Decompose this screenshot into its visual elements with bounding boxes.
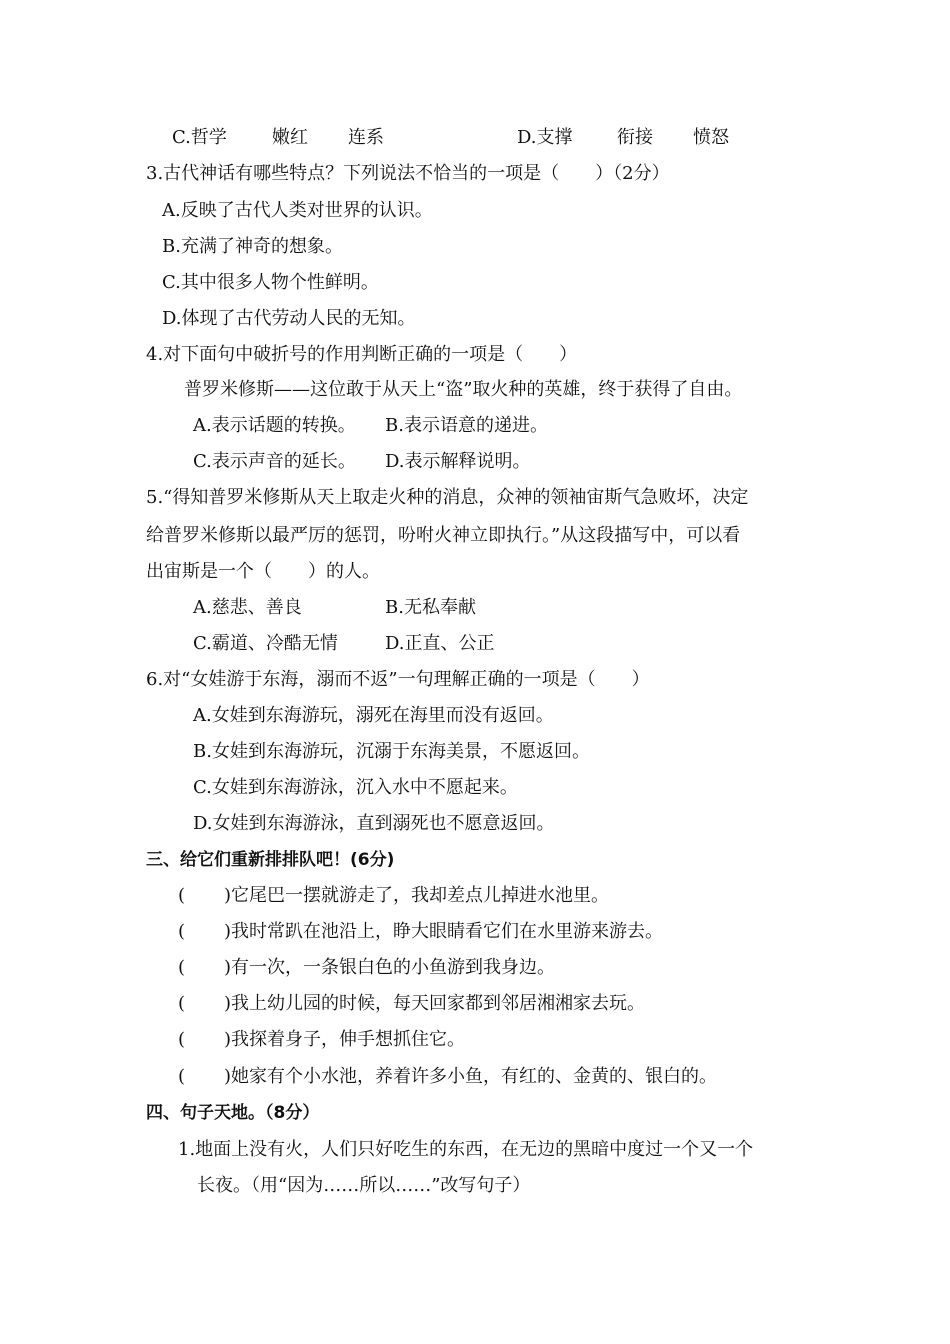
q5-line-1: 5.“得知普罗米修斯从天上取走火种的消息，众神的领袖宙斯气急败坏，决定	[146, 487, 749, 508]
blank-close-paren: )	[224, 885, 232, 906]
reorder-item	[178, 884, 609, 908]
reorder-item-text: 我时常趴在池沿上，睁大眼睛看它们在水里游来游去。	[231, 921, 664, 942]
blank-open-paren: (	[178, 957, 186, 978]
section3-title: 三、给它们重新排排队吧！(6分)	[146, 850, 395, 870]
q3-option-c: C.其中很多人物个性鲜明。	[162, 272, 379, 293]
q5-option-c: C.霸道、冷酷无情	[193, 633, 338, 654]
q5-option-b: B.无私奉献	[385, 597, 476, 618]
blank-open-paren: (	[178, 1029, 186, 1050]
q4-quote: 普罗米修斯——这位敢于从天上“盗”取火种的英雄，终于获得了自由。	[184, 379, 743, 400]
q2-c-word-2: 嫩红	[272, 127, 308, 148]
section4-q1-line-2: 长夜。（用“因为……所以……”改写句子）	[197, 1175, 531, 1196]
q3-option-a: A.反映了古代人类对世界的认识。	[162, 200, 433, 221]
reorder-item	[178, 920, 663, 944]
q5-option-a: A.慈悲、善良	[193, 597, 302, 618]
section4-title: 四、句子天地。（8分）	[146, 1103, 320, 1123]
reorder-item	[178, 1065, 717, 1089]
q2-c-word-3: 连系	[348, 127, 384, 148]
q5-line-3: 出宙斯是一个（ ）的人。	[146, 561, 380, 582]
q6-option-b: B.女娃到东海游玩，沉溺于东海美景，不愿返回。	[193, 741, 590, 762]
blank-close-paren: )	[224, 993, 232, 1014]
q3-stem: 3.古代神话有哪些特点？下列说法不恰当的一项是（ ）（2分）	[146, 163, 670, 184]
q5-option-d: D.正直、公正	[385, 633, 495, 654]
blank-open-paren: (	[178, 1066, 186, 1087]
q4-stem: 4.对下面句中破折号的作用判断正确的一项是（ ）	[146, 344, 578, 365]
blank-close-paren: )	[224, 957, 232, 978]
blank-close-paren: )	[224, 1066, 232, 1087]
q4-option-b: B.表示语意的递进。	[385, 415, 548, 436]
q4-option-c: C.表示声音的延长。	[193, 451, 356, 472]
q2-d-label: D.	[517, 127, 537, 148]
q2-c-word-1: 哲学	[190, 127, 227, 148]
reorder-item	[178, 1028, 465, 1052]
blank-open-paren: (	[178, 921, 186, 942]
q6-option-d: D.女娃到东海游泳，直到溺死也不愿意返回。	[193, 813, 555, 834]
reorder-item	[178, 956, 555, 980]
q3-option-b: B.充满了神奇的想象。	[162, 236, 343, 257]
q2-c-label: C.	[172, 127, 191, 148]
reorder-item-text: 她家有个小水池，养着许多小鱼，有红的、金黄的、银白的。	[231, 1066, 718, 1087]
reorder-item	[178, 992, 645, 1016]
q3-option-d: D.体现了古代劳动人民的无知。	[162, 308, 416, 329]
blank-close-paren: )	[224, 921, 232, 942]
blank-open-paren: (	[178, 885, 186, 906]
reorder-item-text: 我探着身子，伸手想抓住它。	[231, 1029, 466, 1050]
q5-line-2: 给普罗米修斯以最严厉的惩罚，吩咐火神立即执行。”从这段描写中，可以看	[146, 525, 741, 546]
q2-d-word-2: 衔接	[617, 127, 653, 148]
reorder-item-text: 它尾巴一摆就游走了，我却差点儿掉进水池里。	[231, 885, 610, 906]
q6-option-a: A.女娃到东海游玩，溺死在海里而没有返回。	[193, 705, 554, 726]
reorder-item-text: 我上幼儿园的时候，每天回家都到邻居湘湘家去玩。	[231, 993, 646, 1014]
section4-q1-line-1: 1.地面上没有火，人们只好吃生的东西，在无边的黑暗中度过一个又一个	[178, 1139, 754, 1160]
q2-d-word-3: 愤怒	[693, 127, 729, 148]
q2-d-word-1: 支撑	[536, 127, 573, 148]
q6-option-c: C.女娃到东海游泳，沉入水中不愿起来。	[193, 777, 518, 798]
blank-open-paren: (	[178, 993, 186, 1014]
reorder-item-text: 有一次，一条银白色的小鱼游到我身边。	[231, 957, 556, 978]
blank-close-paren: )	[224, 1029, 232, 1050]
q4-option-d: D.表示解释说明。	[385, 451, 531, 472]
q6-stem: 6.对“女娃游于东海，溺而不返”一句理解正确的一项是（ ）	[146, 669, 650, 690]
q4-option-a: A.表示话题的转换。	[193, 415, 356, 436]
